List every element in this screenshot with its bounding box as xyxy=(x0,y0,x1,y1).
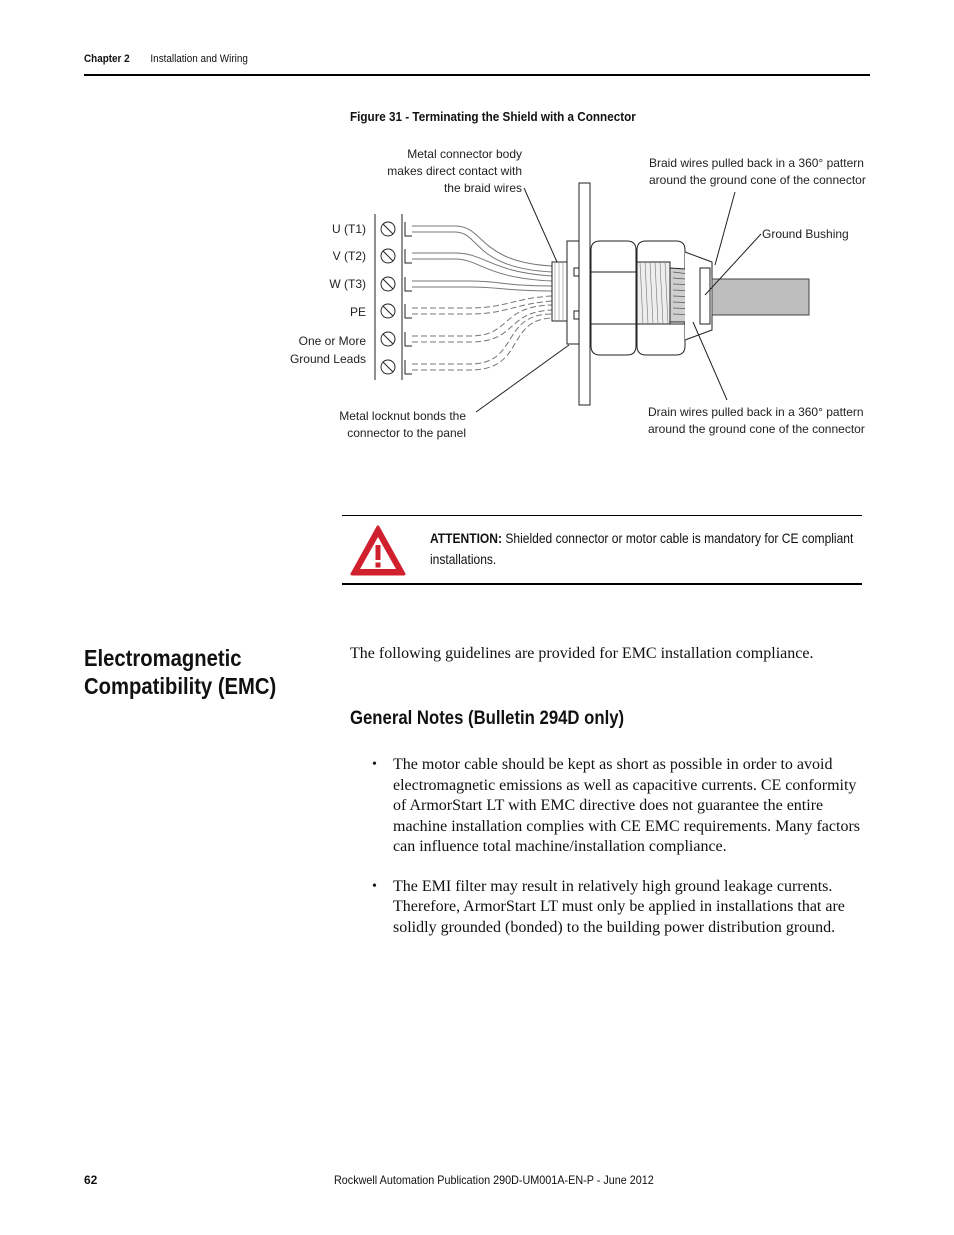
callout-connector-body-line-1: Metal connector body xyxy=(407,147,522,161)
terminal-label-pe: PE xyxy=(349,305,366,319)
callout-locknut-line-1: Metal locknut bonds the xyxy=(339,409,466,423)
callout-connector-body xyxy=(387,147,522,195)
phase-wires xyxy=(412,226,552,291)
terminal-block xyxy=(375,214,412,380)
chapter-label: Chapter 2 xyxy=(84,53,130,65)
intro-paragraph: The following guidelines are provided for EMC installation compliance. xyxy=(350,645,814,662)
section-title: Electromagnetic Compatibility (EMC) xyxy=(84,645,277,699)
terminal-label-w: W (T3) xyxy=(329,277,366,291)
callout-locknut-line-2: connector to the panel xyxy=(347,426,466,440)
attention-message xyxy=(430,528,860,570)
connector-diagram xyxy=(280,140,870,450)
terminal-label-v: V (T2) xyxy=(332,249,366,263)
callout-drain-line-2: around the ground cone of the connector xyxy=(648,422,865,436)
attention-text: Shielded connector or motor cable is mandatory for CE compliant installations. xyxy=(430,530,854,567)
attention-bottom-rule xyxy=(342,583,862,585)
running-header xyxy=(84,53,248,65)
terminal-label-u: U (T1) xyxy=(332,222,366,236)
mounting-panel xyxy=(579,183,590,405)
header-rule xyxy=(84,74,870,76)
terminal-screws xyxy=(381,222,395,374)
bullet-icon: • xyxy=(372,757,377,772)
warning-triangle-icon xyxy=(349,524,407,578)
callout-braid-line-2: around the ground cone of the connector xyxy=(649,173,866,187)
ground-wires xyxy=(412,296,552,370)
shielded-cable xyxy=(712,279,809,315)
callout-ground-bushing: Ground Bushing xyxy=(762,227,849,241)
attention-top-rule xyxy=(342,515,862,516)
callout-drain-line-1: Drain wires pulled back in a 360° pattern xyxy=(648,405,864,419)
terminal-label-ground-1: One or More xyxy=(298,334,366,348)
list-item-text: The motor cable should be kept as short as possible in order to avoid electromagnetic emissions as well as capacitive currents. CE conformity of ArmorStart LT with EMC directive does not guarantee the entire machine installation complies with CE EMC requirements. Many factors can influence total machine/installation compliance. xyxy=(393,756,861,855)
section-label: Installation and Wiring xyxy=(150,53,248,65)
terminal-label-ground-2: Ground Leads xyxy=(289,352,366,366)
callout-drain-wires xyxy=(648,405,865,436)
list-item-text: The EMI filter may result in relatively high ground leakage currents. Therefore, ArmorStart LT must only be applied in installations that are solidly grounded (bonded) to the building power distribution ground. xyxy=(393,877,845,936)
figure-caption: Figure 31 - Terminating the Shield with a Connector xyxy=(350,109,636,124)
list-item xyxy=(350,877,870,939)
page-number: 62 xyxy=(84,1173,98,1187)
callout-locknut xyxy=(339,409,466,440)
callout-connector-body-line-3: the braid wires xyxy=(443,181,522,195)
bullet-list xyxy=(350,755,870,957)
bullet-icon: • xyxy=(372,878,377,894)
callout-braid-wires xyxy=(649,156,866,187)
attention-label: ATTENTION: xyxy=(430,530,503,546)
callout-connector-body-line-2: makes direct contact with xyxy=(387,164,522,178)
locknut xyxy=(567,241,579,344)
publication-info: Rockwell Automation Publication 290D-UM001A-EN-P - June 2012 xyxy=(334,1173,654,1187)
terminal-labels xyxy=(290,222,366,366)
terminal-clamps xyxy=(405,222,412,374)
subheading: General Notes (Bulletin 294D only) xyxy=(350,708,625,729)
list-item xyxy=(350,755,870,858)
callout-braid-line-1: Braid wires pulled back in a 360° pattern xyxy=(649,156,864,170)
connector-assembly xyxy=(552,241,712,355)
gland-nut xyxy=(591,241,636,355)
